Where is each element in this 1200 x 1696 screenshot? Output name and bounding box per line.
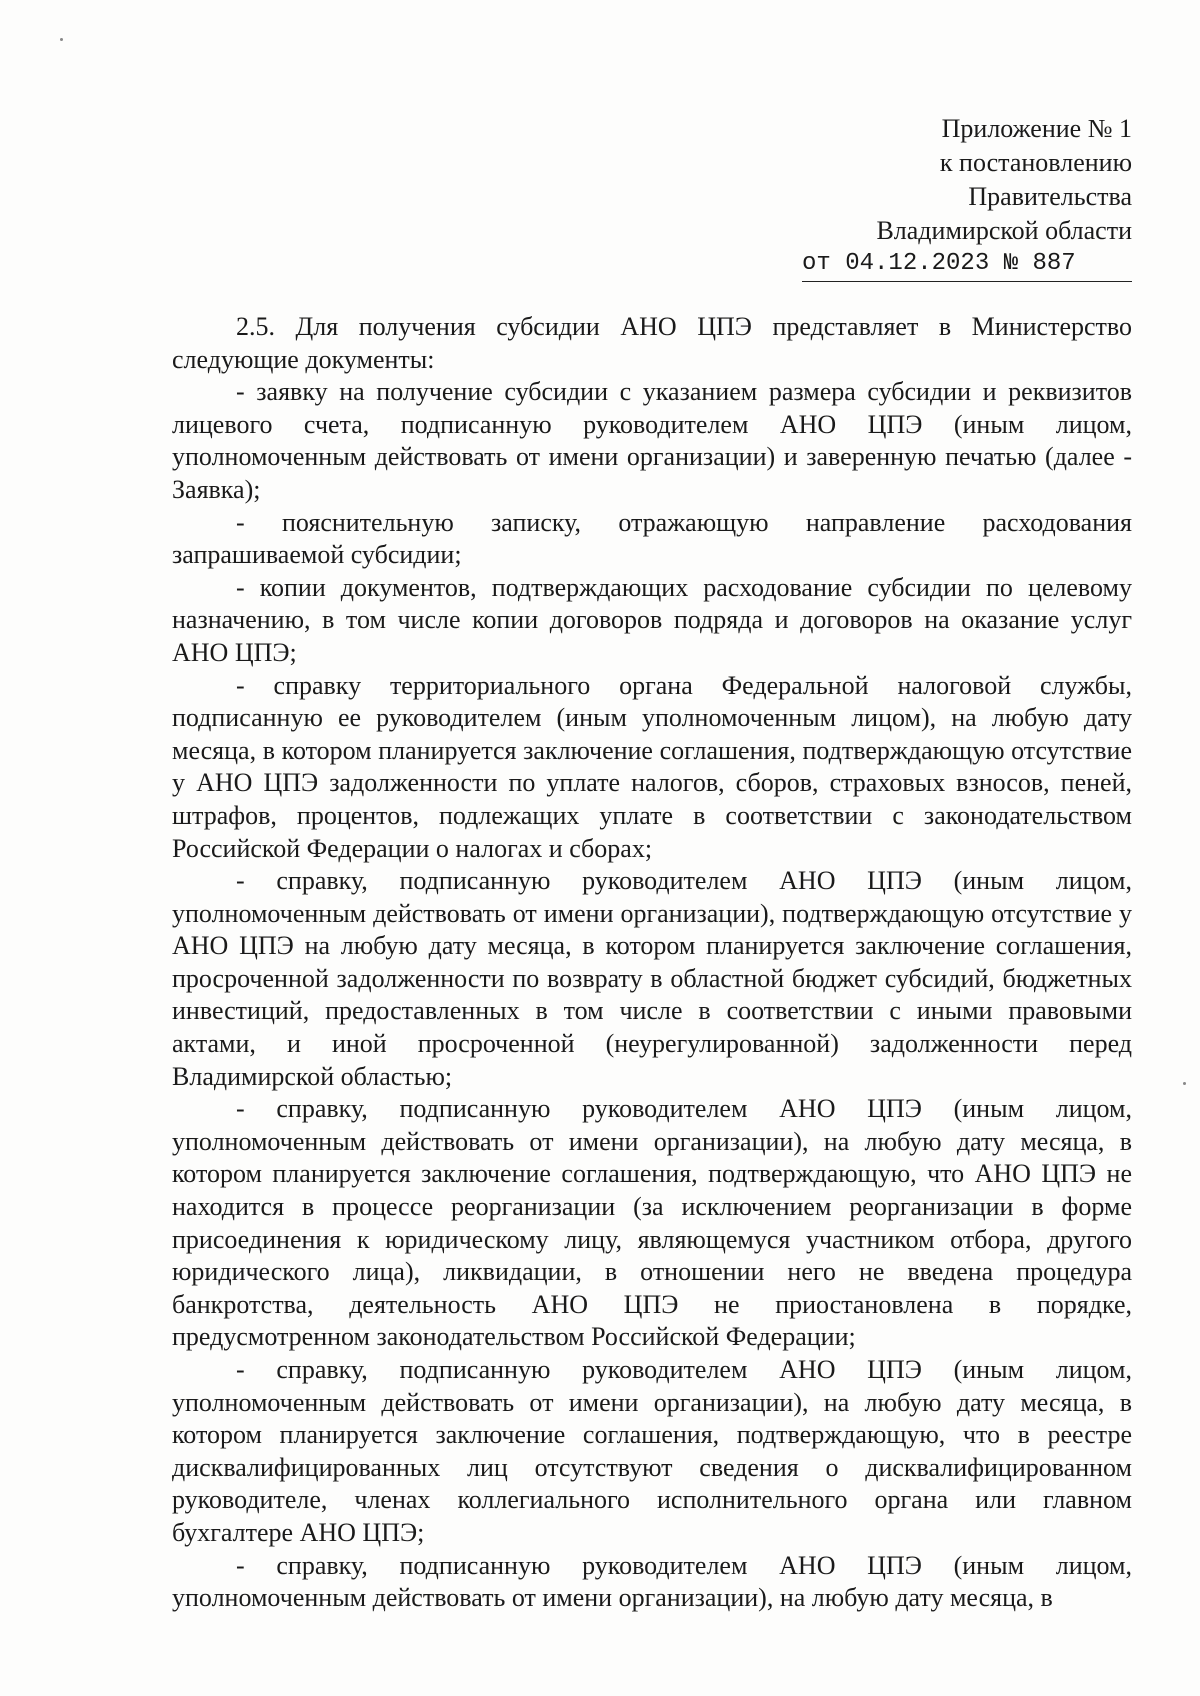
paragraph-reorganization-certificate: - справку, подписанную руководителем АНО ЦПЭ (иным лицом, уполномоченным действовать от имени организации), на любую дату месяца, в котором планируется заключение соглашения, подтверждающую, что АНО ЦПЭ не находится в процессе реорганизации (за исключением реорганизации в форме присоединения к юридическому лицу, являющемуся участником отбора, другого юридического лица), ликвидации, в отношении него не введена процедура банкротства, деятельность АНО ЦПЭ не приостановлена в порядке, предусмотренном законодательством Российской Федерации;: [172, 1094, 1132, 1352]
paragraph-debt-certificate: - справку, подписанную руководителем АНО ЦПЭ (иным лицом, уполномоченным действовать от имени организации), подтверждающую отсутствие у АНО ЦПЭ на любую дату месяца, в котором планируется заключение соглашения, просроченной задолженности по возврату в областной бюджет субсидий, бюджетных инвестиций, предоставленных в том числе в соответствии с иными правовыми актами, и иной просроченной (неурегулированной) задолженности перед Владимирской областью;: [172, 866, 1132, 1091]
paragraph-application: - заявку на получение субсидии с указанием размера субсидии и реквизитов лицевого счета, подписанную руководителем АНО ЦПЭ (иным лицом, уполномоченным действовать от имени организации) и заверенную печатью (далее - Заявка);: [172, 377, 1132, 504]
document-body: [172, 311, 1132, 1615]
paragraph-intro: 2.5. Для получения субсидии АНО ЦПЭ представляет в Министерство следующие документы:: [172, 312, 1132, 374]
scan-speck: [60, 38, 63, 41]
appendix-subtitle: к постановлению: [939, 148, 1132, 177]
appendix-title: Приложение № 1: [941, 114, 1132, 143]
appendix-header: [876, 112, 1132, 248]
scan-speck: [1183, 1082, 1186, 1085]
paragraph-tax-certificate: - справку территориального органа Федеральной налоговой службы, подписанную ее руководителем (иным уполномоченным лицом), на любую дату месяца, в котором планируется заключение соглашения, подтверждающую отсутствие у АНО ЦПЭ задолженности по уплате налогов, сборов, страховых взносов, пеней, штрафов, процентов, подлежащих уплате в соответствии с законодательством Российской Федерации о налогах и сборах;: [172, 670, 1132, 863]
paragraph-expense-copies: - копии документов, подтверждающих расходование субсидии по целевому назначению, в том числе копии договоров подряда и договоров на оказание услуг АНО ЦПЭ;: [172, 572, 1132, 667]
appendix-authority: Правительства: [968, 182, 1132, 211]
appendix-region: Владимирской области: [876, 216, 1132, 245]
paragraph-explanatory-note: - пояснительную записку, отражающую направление расходования запрашиваемой субсидии;: [172, 507, 1132, 570]
paragraph-disqualification-certificate: - справку, подписанную руководителем АНО ЦПЭ (иным лицом, уполномоченным действовать от имени организации), на любую дату месяца, в котором планируется заключение соглашения, подтверждающую, что в реестре дисквалифицированных лиц отсутствуют сведения о дисквалифицированном руководителе, членах коллегиального исполнительного органа или главном бухгалтере АНО ЦПЭ;: [172, 1355, 1132, 1547]
document-reference: от 04.12.2023 № 887: [802, 249, 1132, 282]
paragraph-continued-certificate: - справку, подписанную руководителем АНО ЦПЭ (иным лицом, уполномоченным действовать от имени организации), на любую дату месяца, в: [172, 1550, 1132, 1613]
